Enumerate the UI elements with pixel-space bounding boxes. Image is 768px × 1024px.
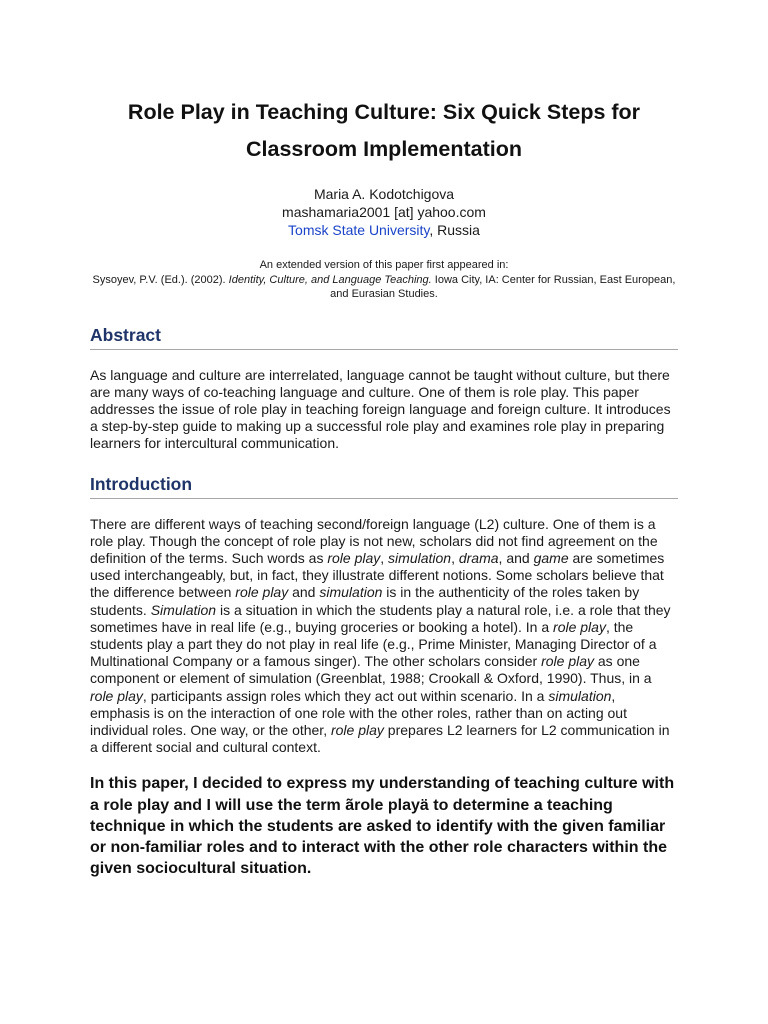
intro-text-segment: , the students play a part they do not play in real life (e.g., Prime Minister, Managing Director of a Multinational Company or a famous singer). The other scholars consider: [90, 618, 657, 670]
introduction-heading: Introduction: [90, 473, 678, 499]
intro-italic-term: role play: [90, 687, 143, 704]
intro-text-segment: is in the authenticity of the roles taken by students.: [90, 584, 640, 618]
abstract-heading: Abstract: [90, 324, 678, 350]
intro-text-segment: prepares L2 learners for L2 communication in a different social and cultural context.: [90, 721, 670, 756]
intro-italic-term: simulation: [388, 549, 452, 566]
introduction-paragraph-1: [90, 516, 678, 757]
intro-text-segment: , participants assign roles which they act out within scenario. In a: [142, 687, 549, 704]
author-affiliation: [90, 221, 678, 239]
intro-text-segment: is a situation in which the students play a natural role, i.e. a role that they sometimes have in real life (e.g., buying groceries or booking a hotel). In a: [90, 601, 671, 635]
intro-text-segment: ,: [451, 549, 459, 566]
intro-text-segment: and: [288, 584, 320, 601]
affiliation-separator: ,: [429, 222, 438, 238]
intro-italic-term: role play: [235, 584, 289, 601]
intro-italic-term: game: [533, 549, 569, 566]
citation-suffix: Iowa City, IA: Center for Russian, East European, and Eurasian Studies.: [330, 273, 676, 300]
intro-text-segment: There are different ways of teaching second/foreign language (L2) culture. One of them is a role play. Though the concept of role play is not new, scholars did not find agreement on the definition of the terms. Such words as: [90, 515, 658, 566]
publication-citation: [90, 273, 678, 302]
publication-note-intro: An extended version of this paper first appeared in:: [259, 259, 509, 271]
intro-italic-term: role play: [327, 549, 381, 566]
introduction-paragraph-2-bold: In this paper, I decided to express my understanding of teaching culture with a role play and I will use the term ãrole playä to determine a teaching technique in which the students are asked to identify with the given familiar or non-familiar roles and to interact with the other role characters within the given sociocultural situation.: [90, 775, 675, 878]
intro-text-segment: are sometimes used interchangeably, but, in fact, they illustrate different notions. Some scholars believe that the difference between: [90, 549, 665, 601]
intro-italic-term: role play: [541, 653, 594, 670]
abstract-paragraph: As language and culture are interrelated, language cannot be taught without culture, but there are many ways of co-teaching language and culture. One of them is role play. This paper addresses the issue of role play in teaching foreign language and foreign culture. It introduces a step-by-step guide to making up a successful role play and examines role play in preparing learners for intercultural communication.: [90, 366, 671, 452]
publication-note: [90, 258, 678, 302]
intro-italic-term: Simulation: [150, 601, 217, 618]
citation-prefix: Sysoyev, P.V. (Ed.). (2002).: [92, 273, 229, 286]
paper-title: Role Play in Teaching Culture: Six Quick Steps for Classroom Implementation: [127, 100, 641, 161]
affiliation-link[interactable]: Tomsk State University: [288, 222, 430, 238]
intro-italic-term: role play: [330, 721, 384, 738]
author-block: [90, 185, 678, 239]
intro-italic-term: role play: [553, 618, 606, 635]
author-name: Maria A. Kodotchigova: [313, 186, 455, 202]
intro-text-segment: ,: [380, 549, 389, 566]
intro-italic-term: drama: [458, 549, 499, 566]
intro-text-segment: , emphasis is on the interaction of one role with the other roles, rather than on acting out individual roles. One way, or the other,: [90, 687, 627, 738]
intro-text-segment: , and: [498, 549, 534, 566]
citation-book-title: Identity, Culture, and Language Teaching.: [228, 273, 432, 286]
author-country: Russia: [437, 222, 480, 238]
intro-italic-term: simulation: [319, 584, 383, 601]
intro-text-segment: as one component or element of simulation (Greenblat, 1988; Crookall & Oxford, 1990). Thus, in a: [90, 653, 652, 687]
intro-italic-term: simulation: [548, 687, 612, 704]
author-email: mashamaria2001 [at] yahoo.com: [282, 204, 486, 220]
